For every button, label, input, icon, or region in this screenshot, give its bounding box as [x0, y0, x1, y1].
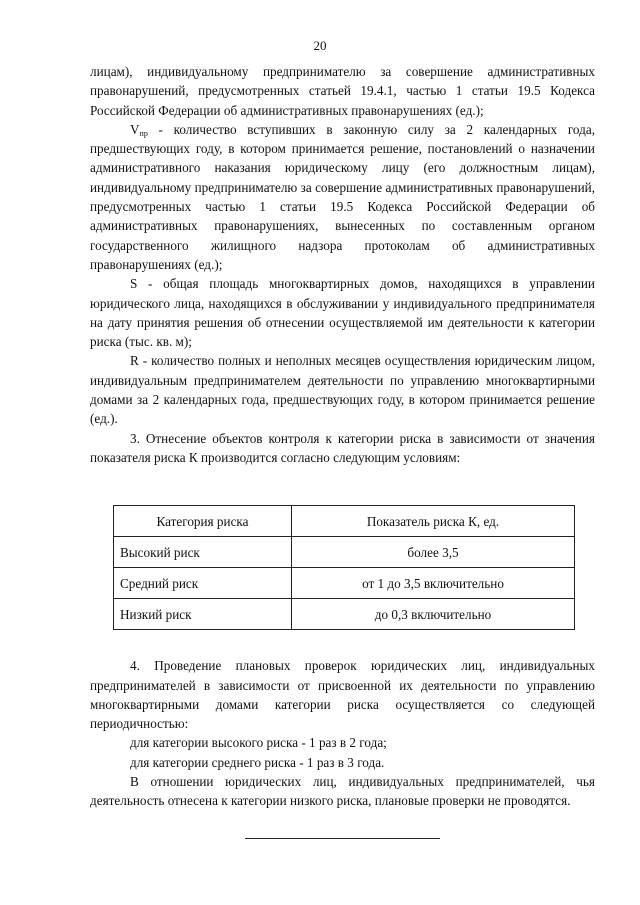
table-cell-category: Низкий риск [114, 599, 292, 630]
table-header-category: Категория риска [114, 506, 292, 537]
paragraph-vpr [90, 120, 595, 274]
paragraph-r: R - количество полных и неполных месяцев осуществления юридическим лицом, индивидуальным предпринимателем деятельности по управлению многоквартирными домами за 2 календарных года, предшествующих году, в котором принимается решение (ед.). [90, 353, 595, 427]
vpr-subscript: пр [139, 128, 148, 138]
page-number: 20 [313, 38, 327, 53]
paragraph-s: S - общая площадь многоквартирных домов, находящихся в управлении юридического лица, находящихся в обслуживании у индивидуального предпринимателя на дату принятия решения об отнесении осуществляемой им деятельности к категории риска (тыс. кв. м); [90, 276, 595, 350]
paragraph-continuation: лицам), индивидуальному предпринимателю за совершение административных правонарушений, предусмотренных статьей 19.4.1, частью 1 статьи 19.5 Кодекса Российской Федерации об административных правонарушениях (ед.); [90, 64, 595, 118]
table-cell-value: до 0,3 включительно [292, 599, 575, 630]
table-cell-category: Высокий риск [114, 537, 292, 568]
paragraph-point-4: 4. Проведение плановых проверок юридических лиц, индивидуальных предпринимателей в зависимости от присвоенной их деятельности по управлению многоквартирными домами категории риска осуществляется со следующей периодичностью: [90, 658, 595, 732]
table-row [114, 599, 575, 630]
vpr-symbol: V [130, 121, 140, 137]
table-cell-category: Средний риск [114, 568, 292, 599]
table-header-indicator: Показатель риска К, ед. [292, 506, 575, 537]
paragraph-point-3: 3. Отнесение объектов контроля к категории риска в зависимости от значения показателя риска К производится согласно следующим условиям: [90, 430, 595, 465]
table-header-row [114, 506, 575, 537]
risk-category-table [113, 505, 575, 630]
vpr-text: - количество вступивших в законную силу за 2 календарных года, предшествующих году, в котором принимается решение, постановлений о назначении административного наказания юридическому лицу (его должностным лицам), индивидуальному предпринимателю за совершение административных правонарушений, предусмотренных частью 1 статьи 19.5 Кодекса Российской Федерации об административных правонарушениях, вынесенных по составленным органом государственного жилищного надзора протоколам об административных правонарушениях (ед.); [90, 121, 595, 272]
document-body [90, 62, 595, 811]
table-cell-value: более 3,5 [292, 537, 575, 568]
paragraph-medium-risk: для категории среднего риска - 1 раз в 3 года. [130, 754, 385, 770]
end-divider-line [245, 838, 440, 839]
table-cell-value: от 1 до 3,5 включительно [292, 568, 575, 599]
table-row [114, 537, 575, 568]
paragraph-high-risk: для категории высокого риска - 1 раз в 2 года; [130, 735, 387, 751]
table-row [114, 568, 575, 599]
paragraph-low-risk: В отношении юридических лиц, индивидуальных предпринимателей, чья деятельность отнесена к категории низкого риска, плановые проверки не проводятся. [90, 774, 595, 809]
